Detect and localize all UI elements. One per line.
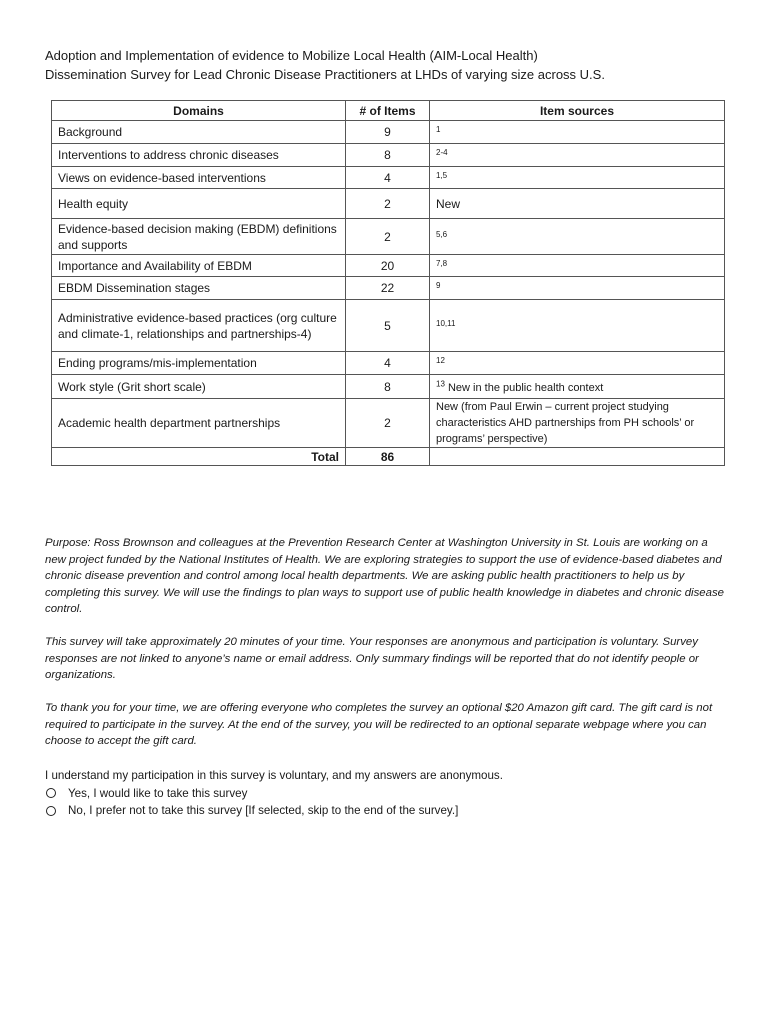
domain-cell: Views on evidence-based interventions [52, 167, 346, 189]
source-ref: New [436, 196, 461, 211]
items-cell: 2 [346, 219, 430, 255]
consent-option-no[interactable] [45, 802, 503, 820]
domain-cell: EBDM Dissemination stages [52, 277, 346, 300]
table-row [52, 144, 725, 167]
radio-no[interactable] [46, 806, 56, 816]
option-no-label: No, I prefer not to take this survey [If selected, skip to the end of the survey.] [68, 804, 459, 817]
items-cell: 8 [346, 144, 430, 167]
consent-section [45, 767, 503, 820]
header-items: # of Items [346, 101, 430, 121]
table-row [52, 375, 725, 399]
source-ref: 1 [436, 125, 441, 134]
header-domains: Domains [52, 101, 346, 121]
source-cell [430, 121, 725, 144]
table-row [52, 300, 725, 352]
gift-card-paragraph: To thank you for your time, we are offering everyone who completes the survey an optional $20 Amazon gift card. The gift card is not required to participate in the survey. At the end of the survey, you will be redirected to an optional separate webpage where you can choose to accept the gift card. [45, 702, 713, 748]
source-cell [430, 255, 725, 277]
source-ref: 10,11 [436, 318, 456, 328]
domain-cell: Administrative evidence-based practices (org culture and climate-1, relationships and partnerships-4) [52, 300, 346, 352]
table-row [52, 219, 725, 255]
radio-yes[interactable] [46, 788, 56, 798]
source-superscript: 13 [436, 379, 445, 389]
items-cell: 4 [346, 352, 430, 375]
time-paragraph: This survey will take approximately 20 minutes of your time. Your responses are anonymous and participation is voluntary. Survey responses are not linked to anyone’s name or email address. Only summary findings will be reported that do not identify people or organizations. [45, 636, 699, 682]
source-cell [430, 300, 725, 352]
source-ref: 1,5 [436, 170, 448, 180]
source-ref: 12 [436, 356, 445, 365]
total-label: Total [52, 448, 346, 466]
source-cell [430, 399, 725, 448]
consent-option-yes[interactable] [45, 785, 503, 803]
source-ref: New (from Paul Erwin – current project studying characteristics AHD partnerships from PH schools’ or programs’ perspective) [436, 401, 695, 445]
items-cell: 5 [346, 300, 430, 352]
table-row [52, 352, 725, 375]
domain-cell: Evidence-based decision making (EBDM) definitions and supports [52, 219, 346, 255]
source-ref: 7,8 [436, 258, 448, 268]
source-ref: 5,6 [436, 229, 448, 239]
domain-cell: Academic health department partnerships [52, 399, 346, 448]
domain-cell: Ending programs/mis-implementation [52, 352, 346, 375]
domains-table [51, 100, 725, 466]
source-cell [430, 144, 725, 167]
source-cell [430, 352, 725, 375]
items-cell: 22 [346, 277, 430, 300]
items-cell: 20 [346, 255, 430, 277]
items-cell: 9 [346, 121, 430, 144]
domain-cell: Interventions to address chronic diseases [52, 144, 346, 167]
domain-cell: Background [52, 121, 346, 144]
table-row [52, 277, 725, 300]
table-row [52, 121, 725, 144]
source-cell [430, 219, 725, 255]
items-cell: 8 [346, 375, 430, 399]
table-row [52, 255, 725, 277]
source-ref: 9 [436, 281, 441, 290]
source-note: New in the public health context [444, 381, 604, 394]
source-ref: 2-4 [436, 148, 448, 157]
document-title [45, 46, 605, 84]
table-header-row [52, 101, 725, 121]
consent-statement: I understand my participation in this survey is voluntary, and my answers are anonymous. [45, 769, 503, 782]
source-ref [436, 379, 604, 394]
items-cell: 2 [346, 399, 430, 448]
items-cell: 4 [346, 167, 430, 189]
items-cell: 2 [346, 189, 430, 219]
source-cell [430, 375, 725, 399]
source-cell [430, 167, 725, 189]
domain-cell: Importance and Availability of EBDM [52, 255, 346, 277]
total-value: 86 [346, 448, 430, 466]
header-sources: Item sources [430, 101, 725, 121]
option-yes-label: Yes, I would like to take this survey [68, 786, 248, 800]
source-cell [430, 189, 725, 219]
table-row [52, 167, 725, 189]
title-line-2: Dissemination Survey for Lead Chronic Disease Practitioners at LHDs of varying size across U.S. [45, 67, 605, 82]
table-row [52, 189, 725, 219]
title-line-1: Adoption and Implementation of evidence to Mobilize Local Health (AIM-Local Health) [45, 48, 538, 63]
table-row [52, 399, 725, 448]
purpose-paragraph: Purpose: Ross Brownson and colleagues at the Prevention Research Center at Washington University in St. Louis are working on a new project funded by the National Institutes of Health. We are exploring strategies to support the use of evidence-based diabetes and chronic disease prevention and control among local health departments. We are asking public health practitioners to help us by completing this survey. We will use the findings to plan ways to support use of public health knowledge in diabetes and chronic disease control. [45, 537, 724, 616]
domain-cell: Health equity [52, 189, 346, 219]
source-cell [430, 277, 725, 300]
domain-cell: Work style (Grit short scale) [52, 375, 346, 399]
table-total-row [52, 448, 725, 466]
total-empty-cell [430, 448, 725, 466]
